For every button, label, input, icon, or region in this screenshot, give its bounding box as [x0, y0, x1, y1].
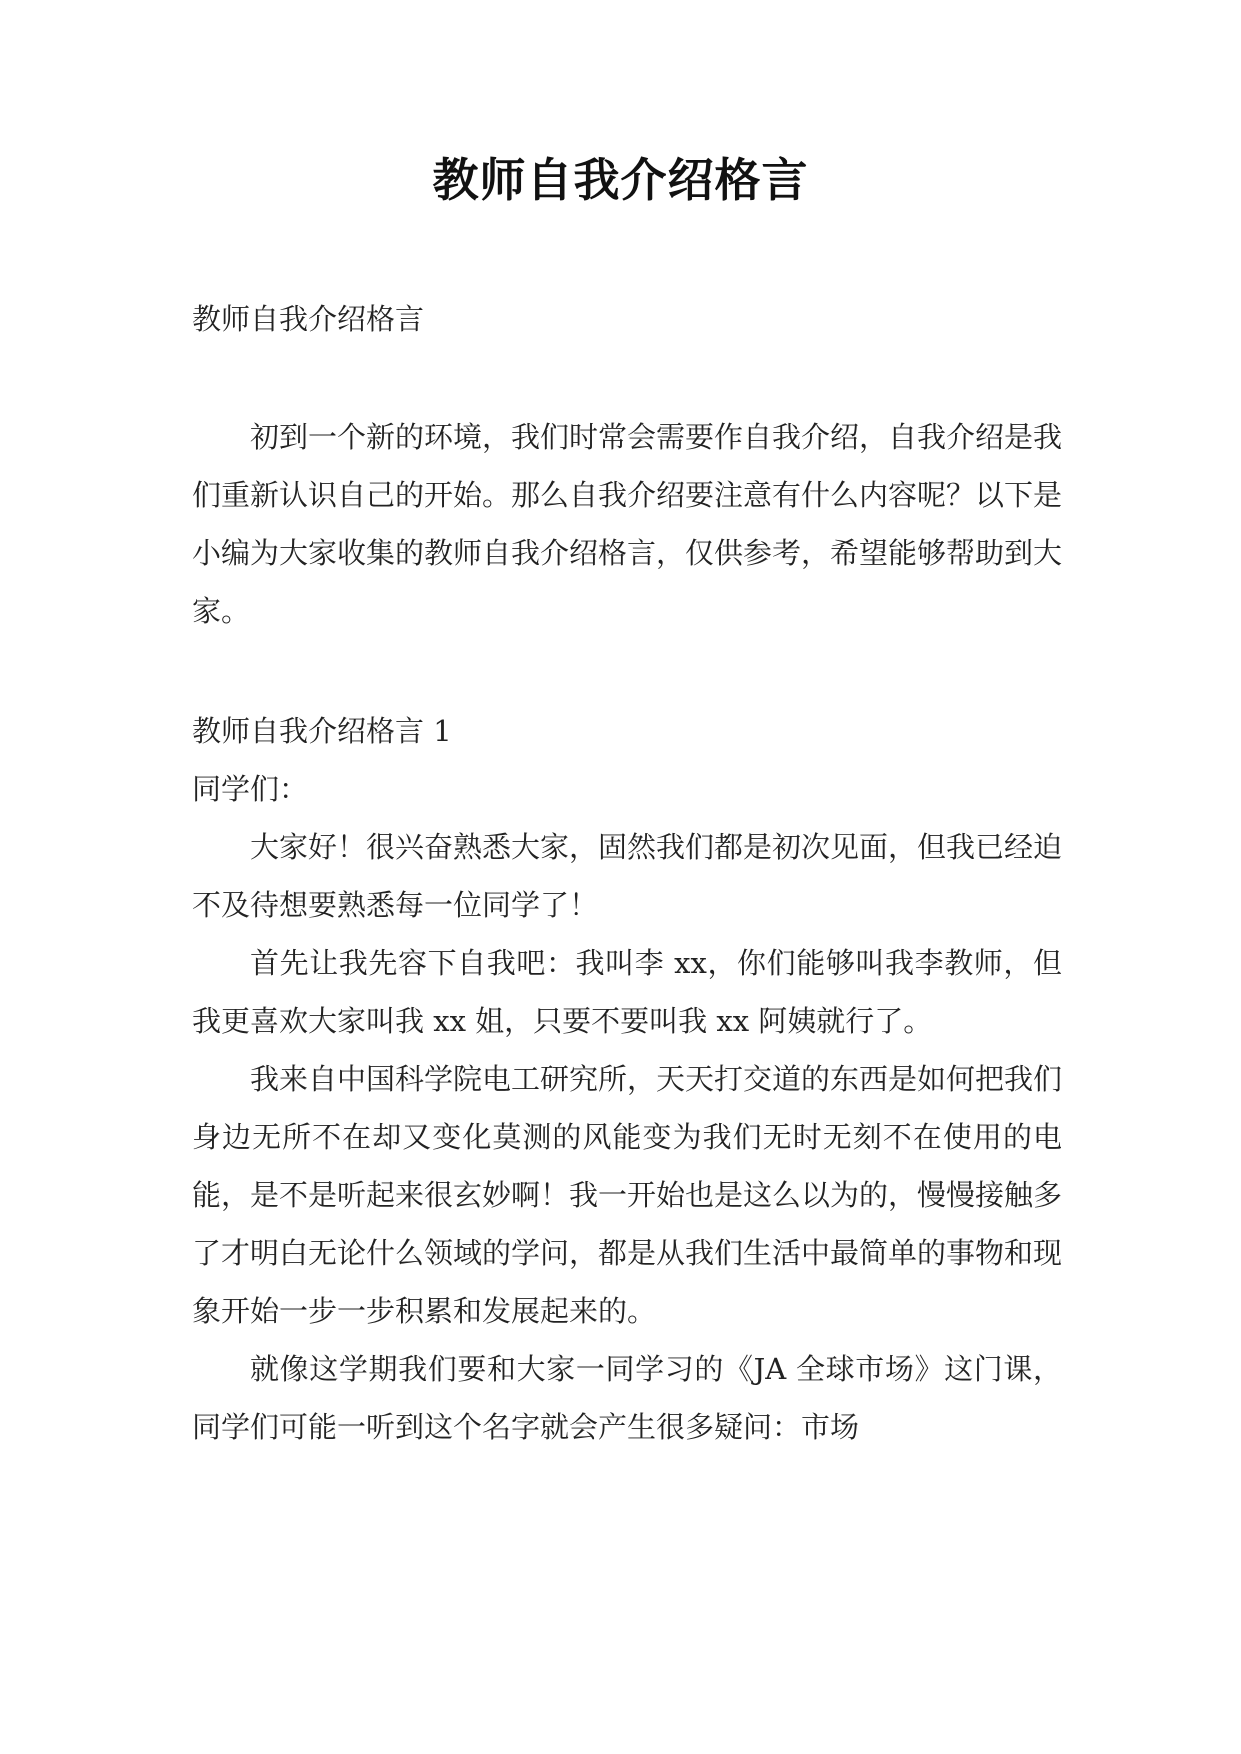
intro-paragraph: 初到一个新的环境，我们时常会需要作自我介绍，自我介绍是我们重新认识自己的开始。那么自我介绍要注意有什么内容呢？以下是小编为大家收集的教师自我介绍格言，仅供参考，希望能够帮助到大家。 [192, 420, 1063, 628]
body-paragraph: 就像这学期我们要和大家一同学习的《JA 全球市场》这门课，同学们可能一听到这个名字就会产生很多疑问：市场 [192, 1352, 1062, 1444]
section-heading: 教师自我介绍格言 1 [192, 714, 452, 748]
greeting: 同学们： [192, 772, 309, 806]
document-subtitle: 教师自我介绍格言 [192, 302, 425, 336]
body-paragraph: 我来自中国科学院电工研究所，天天打交道的东西是如何把我们身边无所不在却又变化莫测的风能变为我们无时无刻不在使用的电能，是不是听起来很玄妙啊！我一开始也是这么以为的，慢慢接触多了才明白无论什么领域的学问，都是从我们生活中最简单的事物和现象开始一步一步积累和发展起来的。 [192, 1062, 1063, 1328]
document-title: 教师自我介绍格言 [432, 153, 809, 207]
body-paragraph: 首先让我先容下自我吧：我叫李 xx，你们能够叫我李教师，但我更喜欢大家叫我 xx 姐，只要不要叫我 xx 阿姨就行了。 [192, 946, 1062, 1038]
body-paragraph: 大家好！很兴奋熟悉大家，固然我们都是初次见面，但我已经迫不及待想要熟悉每一位同学了！ [192, 830, 1063, 922]
document-body [192, 290, 1062, 1456]
